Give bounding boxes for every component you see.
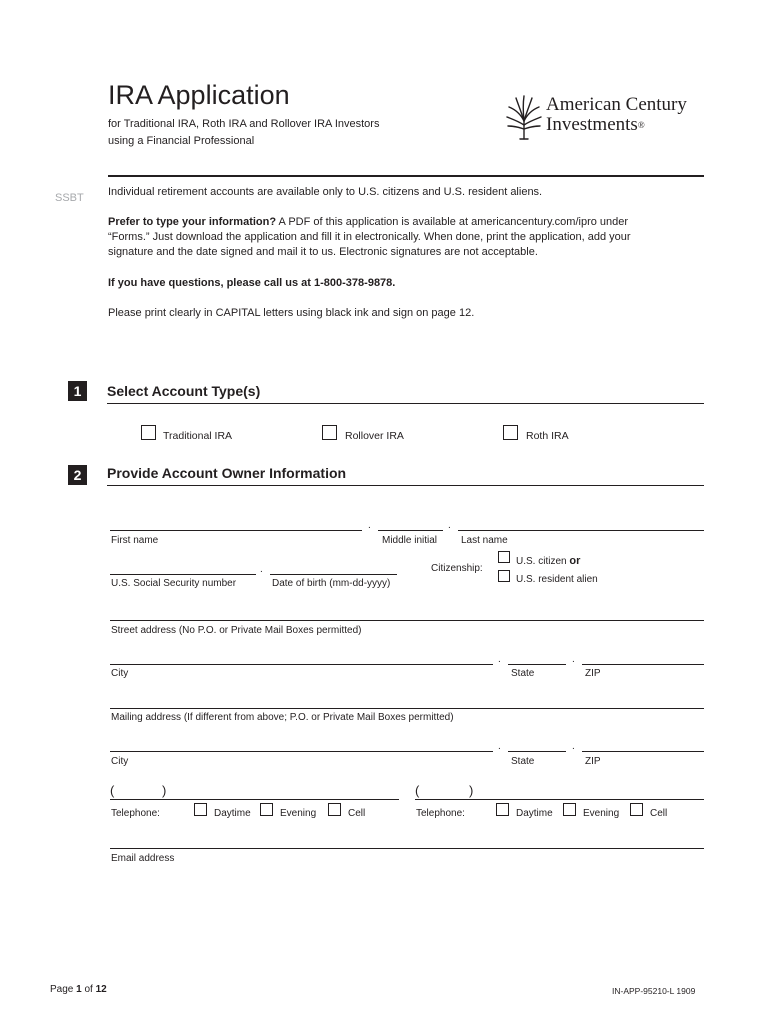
telephone-1-cell-label: Cell bbox=[348, 808, 366, 819]
citizenship-label: Citizenship: bbox=[431, 563, 483, 574]
prefer-text-2: “Forms.” Just download the application and fill it in electronically. When done, print the application, add your bbox=[108, 231, 631, 243]
ssn-label: U.S. Social Security number bbox=[111, 578, 237, 589]
state-field[interactable] bbox=[508, 664, 566, 665]
section-2-number: 2 bbox=[68, 465, 87, 485]
telephone-2-evening-label: Evening bbox=[583, 808, 620, 819]
subtitle-line-2: using a Financial Professional bbox=[108, 135, 255, 147]
american-century-logo bbox=[506, 95, 706, 143]
telephone-1-evening-checkbox[interactable] bbox=[260, 803, 273, 816]
telephone-2-cell-label: Cell bbox=[650, 808, 668, 819]
telephone-2-label: Telephone: bbox=[416, 808, 465, 819]
or-label: or bbox=[569, 555, 581, 567]
section-1-divider bbox=[107, 403, 704, 404]
telephone-2-cell-checkbox[interactable] bbox=[630, 803, 643, 816]
dob-label: Date of birth (mm-dd-yyyy) bbox=[272, 578, 391, 589]
traditional-ira-checkbox[interactable] bbox=[141, 425, 156, 440]
first-name-field[interactable] bbox=[110, 530, 362, 531]
prefer-text-1: A PDF of this application is available at americancentury.com/ipro under bbox=[276, 216, 629, 228]
telephone-1-label: Telephone: bbox=[111, 808, 160, 819]
telephone-2-field[interactable] bbox=[415, 799, 704, 800]
last-name-label: Last name bbox=[461, 535, 508, 546]
street-address-field[interactable] bbox=[110, 620, 704, 621]
section-1-title: Select Account Type(s) bbox=[107, 383, 261, 399]
header-divider bbox=[108, 175, 704, 177]
telephone-1-daytime-label: Daytime bbox=[214, 808, 251, 819]
page-number: Page 1 of 12 bbox=[50, 984, 107, 995]
rollover-ira-checkbox[interactable] bbox=[322, 425, 337, 440]
city-field[interactable] bbox=[110, 664, 493, 665]
section-2-title: Provide Account Owner Information bbox=[107, 465, 347, 481]
logo-line-2: Investments bbox=[546, 114, 638, 135]
email-label: Email address bbox=[111, 853, 175, 864]
zip-label: ZIP bbox=[585, 668, 601, 679]
mailing-state-label: State bbox=[511, 756, 535, 767]
roth-ira-label: Roth IRA bbox=[526, 430, 569, 442]
registered-mark: ® bbox=[637, 120, 645, 130]
questions-text: If you have questions, please call us at 1-800-378-9878. bbox=[108, 277, 396, 289]
prefer-text-3: signature and the date signed and mail it to us. Electronic signatures are not acceptable. bbox=[108, 246, 538, 258]
first-name-label: First name bbox=[111, 535, 159, 546]
telephone-2-daytime-checkbox[interactable] bbox=[496, 803, 509, 816]
rollover-ira-label: Rollover IRA bbox=[345, 430, 404, 442]
mailing-state-field[interactable] bbox=[508, 751, 566, 752]
last-name-field[interactable] bbox=[458, 530, 704, 531]
telephone-1-daytime-checkbox[interactable] bbox=[194, 803, 207, 816]
ssbt-label: SSBT bbox=[55, 192, 84, 204]
mailing-address-label: Mailing address (If different from above; P.O. or Private Mail Boxes permitted) bbox=[111, 712, 454, 723]
us-resident-alien-label: U.S. resident alien bbox=[516, 574, 598, 585]
page-title: IRA Application bbox=[108, 80, 290, 110]
roth-ira-checkbox[interactable] bbox=[503, 425, 518, 440]
city-label: City bbox=[111, 668, 129, 679]
telephone-1-field[interactable] bbox=[110, 799, 399, 800]
us-resident-alien-checkbox[interactable] bbox=[498, 570, 510, 582]
area-code-open-1: ( bbox=[110, 783, 115, 798]
middle-initial-label: Middle initial bbox=[382, 535, 438, 546]
mailing-city-field[interactable] bbox=[110, 751, 493, 752]
telephone-1-evening-label: Evening bbox=[280, 808, 317, 819]
street-address-label: Street address (No P.O. or Private Mail Boxes permitted) bbox=[111, 625, 362, 636]
area-code-close-2: ) bbox=[469, 783, 474, 798]
state-label: State bbox=[511, 668, 535, 679]
email-field[interactable] bbox=[110, 848, 704, 849]
eligibility-text: Individual retirement accounts are available only to U.S. citizens and U.S. resident aliens. bbox=[108, 186, 543, 198]
mailing-address-field[interactable] bbox=[110, 708, 704, 709]
dob-field[interactable] bbox=[270, 574, 397, 575]
print-note: Please print clearly in CAPITAL letters using black ink and sign on page 12. bbox=[108, 307, 475, 319]
subtitle-line-1: for Traditional IRA, Roth IRA and Rollover IRA Investors bbox=[108, 118, 380, 130]
prefer-bold: Prefer to type your information? bbox=[108, 216, 277, 228]
mailing-zip-label: ZIP bbox=[585, 756, 601, 767]
page-subtitle bbox=[108, 116, 379, 150]
area-code-open-2: ( bbox=[415, 783, 420, 798]
telephone-1-cell-checkbox[interactable] bbox=[328, 803, 341, 816]
prefer-paragraph bbox=[108, 215, 708, 260]
section-1-number: 1 bbox=[68, 381, 87, 401]
tree-logo-icon bbox=[506, 95, 542, 141]
logo-line-1: American Century bbox=[546, 94, 687, 115]
traditional-ira-label: Traditional IRA bbox=[163, 430, 233, 442]
ssn-field[interactable] bbox=[110, 574, 256, 575]
section-2-divider bbox=[107, 485, 704, 486]
telephone-2-evening-checkbox[interactable] bbox=[563, 803, 576, 816]
area-code-close-1: ) bbox=[162, 783, 167, 798]
telephone-2-daytime-label: Daytime bbox=[516, 808, 553, 819]
mailing-zip-field[interactable] bbox=[582, 751, 704, 752]
us-citizen-label: U.S. citizen bbox=[516, 556, 567, 567]
form-code: IN-APP-95210-L 1909 bbox=[612, 986, 696, 996]
us-citizen-checkbox[interactable] bbox=[498, 551, 510, 563]
mailing-city-label: City bbox=[111, 756, 129, 767]
middle-initial-field[interactable] bbox=[378, 530, 443, 531]
zip-field[interactable] bbox=[582, 664, 704, 665]
